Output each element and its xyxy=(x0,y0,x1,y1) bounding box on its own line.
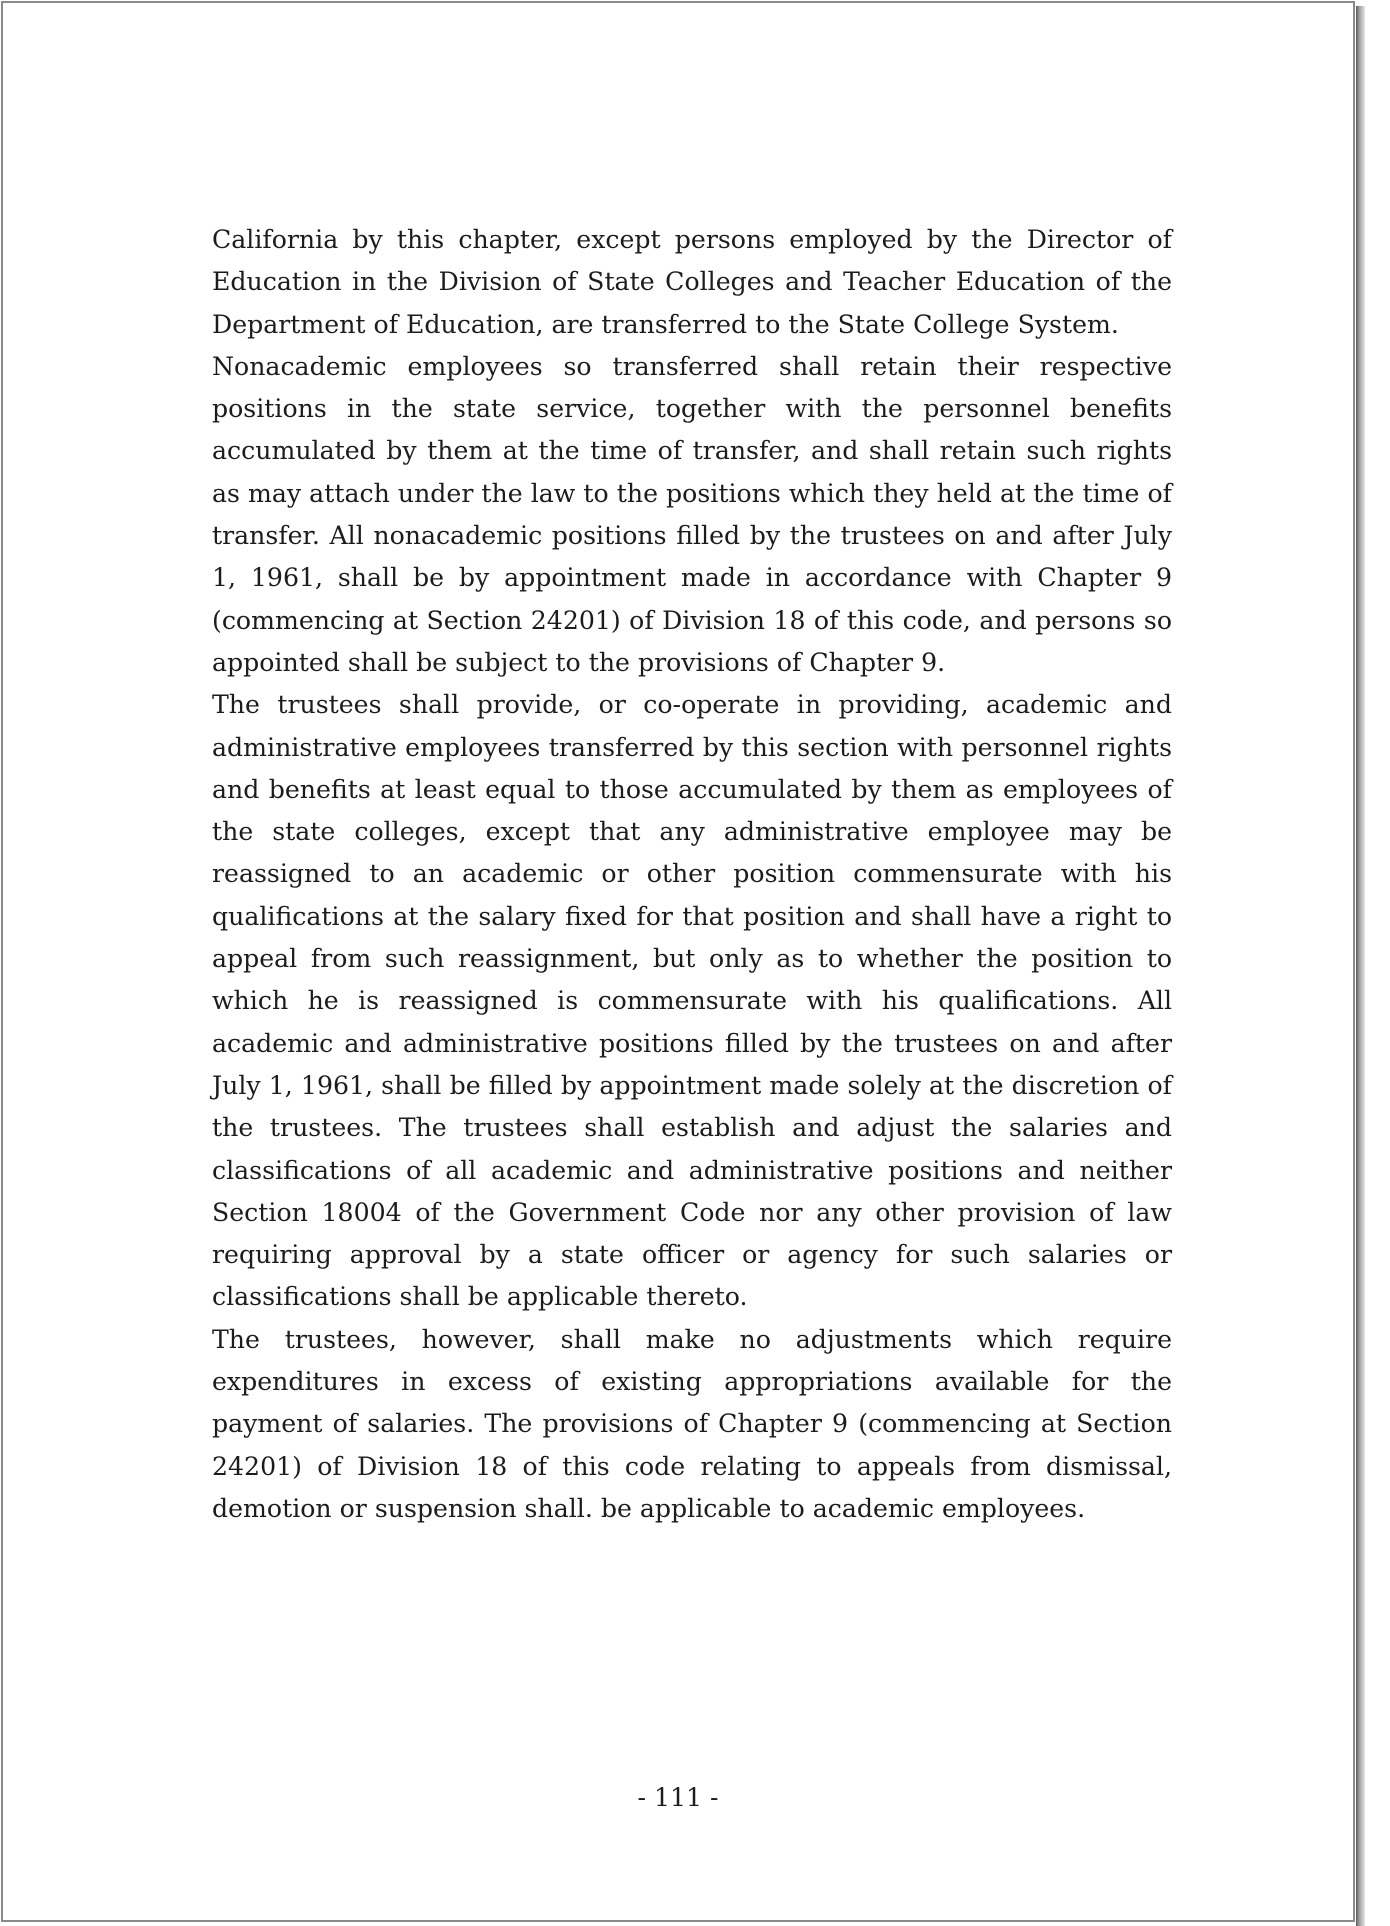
page-number: - 111 - xyxy=(637,1783,719,1812)
paragraph-transfer-of-employees: California by this chapter, except persons employed by the Director of Education in the Division of State Colleges and Teacher Education of the Department of Education, are transferred to the State College System. xyxy=(212,225,1172,339)
paragraph-academic-administrative-employees: The trustees shall provide, or co-operate in providing, academic and administrative employees transferred by this section with personnel rights and benefits at least equal to those accumulated by them as employees of the state colleges, except that any administrative employee may be reassigned to an academic or other position commensurate with his qualifications at the salary fixed for that position and shall have a right to appeal from such reassignment, but only as to whether the position to which he is reassigned is commensurate with his qualifications. All academic and administrative positions filled by the trustees on and after July 1, 1961, shall be filled by appointment made solely at the discretion of the trustees. The trustees shall establish and adjust the salaries and classifications of all academic and administrative positions and neither Section 18004 of the Government Code nor any other provision of law requiring approval by a state officer or agency for such salaries or classifications shall be applicable thereto. xyxy=(212,690,1172,1312)
paragraph-nonacademic-employees: Nonacademic employees so transferred shall retain their respective positions in the state service, together with the personnel benefits accumulated by them at the time of transfer, and shall retain such rights as may attach under the law to the positions which they held at the time of transfer. All nonacademic positions filled by the trustees on and after July 1, 1961, shall be by appointment made in accordance with Chapter 9 (commencing at Section 24201) of Division 18 of this code, and persons so appointed shall be subject to the provisions of Chapter 9. xyxy=(212,351,1172,677)
page-shadow xyxy=(1356,6,1365,1926)
paragraph-salary-adjustments: The trustees, however, shall make no adjustments which require expenditures in excess of existing appropriations available for the payment of salaries. The provisions of Chapter 9 (commencing at Section 24201) of Division 18 of this code relating to appeals from dismissal, demotion or suspension shall. be applicable to academic employees. xyxy=(212,1324,1172,1523)
page-body xyxy=(212,219,1172,1530)
